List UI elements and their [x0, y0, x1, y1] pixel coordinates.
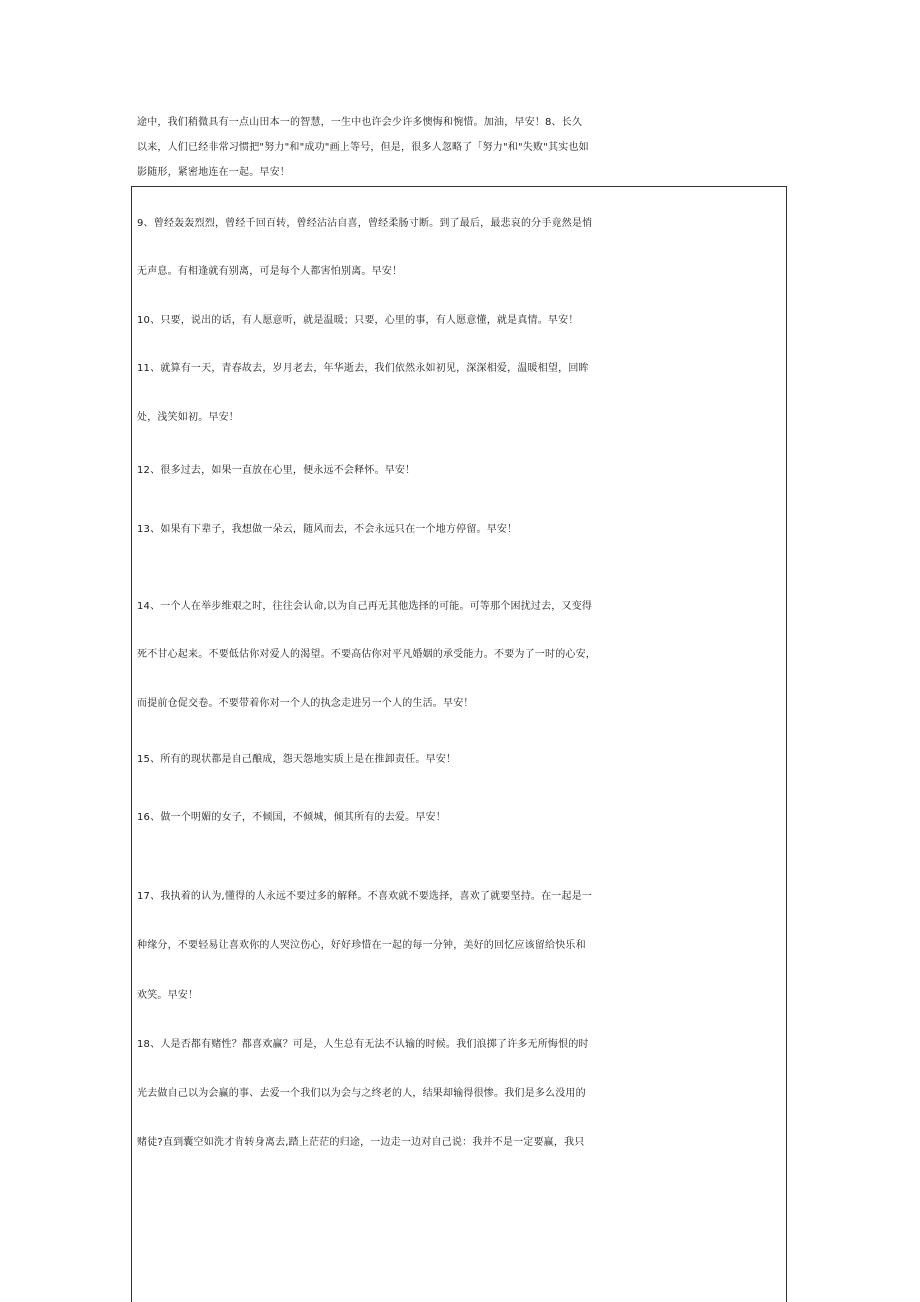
entry-10-line-1: 10、只要，说出的话，有人愿意听，就是温暖；只要，心里的事，有人愿意懂，就是真情。早安！: [137, 315, 579, 326]
entry-18-line-3: 赌徒?直到囊空如洗才肯转身离去,踏上茫茫的归途，一边走一边对自己说：我并不是一定要赢，我只: [137, 1137, 585, 1148]
entry-12-line-1: 12、很多过去，如果一直放在心里，便永远不会释怀。早安！: [137, 465, 416, 476]
entry-18-line-1: 18、人是否都有赌性？都喜欢赢？可是，人生总有无法不认输的时候。我们浪掷了许多无所悔恨的时: [137, 1039, 589, 1050]
entry-11-line-2: 处，浅笑如初。早安！: [137, 412, 239, 423]
entry-14-line-1: 14、一个人在举步维艰之时，往往会认命,以为自己再无其他选择的可能。可等那个困扰过去，又变得: [137, 601, 593, 612]
entry-11-line-1: 11、就算有一天，青春故去，岁月老去，年华逝去，我们依然永如初见，深深相爱，温暖相望，回眸: [137, 363, 589, 374]
entry-17-line-2: 种缘分，不要轻易让喜欢你的人哭泣伤心，好好珍惜在一起的每一分钟，美好的回忆应该留给快乐和: [137, 940, 586, 951]
entry-9-line-1: 9、曾经轰轰烈烈，曾经千回百转，曾经沾沾自喜，曾经柔肠寸断。到了最后，最悲哀的分手竟然是悄: [137, 218, 593, 229]
entry-18-line-2: 光去做自己以为会赢的事、去爱一个我们以为会与之终老的人，结果却输得很惨。我们是多么没用的: [137, 1088, 586, 1099]
entry-17-line-3: 欢笑。早安！: [137, 990, 199, 1001]
entry-9-line-2: 无声息。有相逢就有别离，可是每个人都害怕别离。早安！: [137, 266, 403, 277]
entry-14-line-3: 而提前仓促交卷。不要带着你对一个人的执念走进另一个人的生活。早安！: [137, 698, 474, 709]
entry-14-line-2: 死不甘心起来。不要低估你对爱人的渴望。不要高估你对平凡婚姻的承受能力。不要为了一时的心安，: [137, 649, 596, 660]
intro-line-2: 以来，人们已经非常习惯把"努力"和"成功"画上等号，但是，很多人忽略了「努力"和"失败"其实也如: [137, 142, 589, 153]
entry-16-line-1: 16、做一个明媚的女子，不倾国，不倾城，倾其所有的去爱。早安！: [137, 812, 446, 823]
entry-13-line-1: 13、如果有下辈子，我想做一朵云，随风而去，不会永远只在一个地方停留。早安！: [137, 524, 518, 535]
intro-line-1: 途中，我们稍微具有一点山田本一的智慧，一生中也许会少许多懊悔和惋惜。加油，早安！8、长久: [137, 117, 583, 128]
intro-line-3: 影随形，紧密地连在一起。早安！: [137, 167, 290, 178]
entry-15-line-1: 15、所有的现状都是自己酿成，怨天怨地实质上是在推卸责任。早安！: [137, 754, 457, 765]
entry-17-line-1: 17、我执着的认为,懂得的人永远不要过多的解释。不喜欢就不要选择，喜欢了就要坚持。在一起是一: [137, 891, 593, 902]
